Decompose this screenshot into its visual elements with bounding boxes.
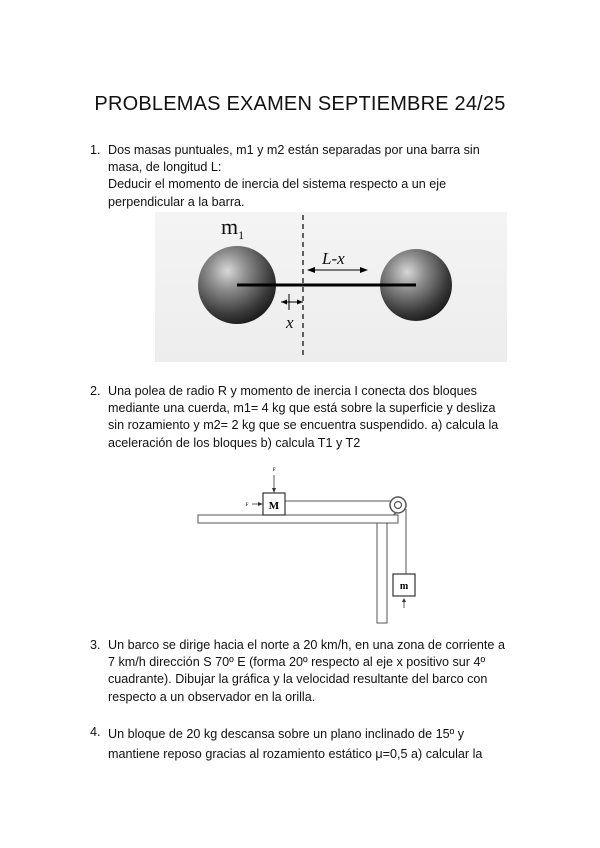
- text-line: aceleración de los bloques b) calcula T1 y T2: [108, 435, 361, 450]
- text-line: Dos masas puntuales, m1 y m2 están separadas por una barra sin: [108, 143, 480, 157]
- problem-text: [108, 724, 528, 764]
- page-title: PROBLEMAS EXAMEN SEPTIEMBRE 24/25: [94, 93, 506, 115]
- mass-1-subscript: 1: [238, 228, 245, 242]
- two-masses-figure: [155, 212, 507, 362]
- force-label-left: F: [245, 502, 249, 508]
- pulley-figure: [188, 458, 428, 628]
- text-line: Una polea de radio R y momento de inercia I conecta dos bloques: [108, 384, 477, 398]
- length-label: L-x: [322, 249, 345, 268]
- text-line: perpendicular a la barra.: [108, 194, 245, 209]
- text-line: cuadrante). Dibujar la gráfica y la velocidad resultante del barco con: [108, 672, 488, 687]
- pulley-hub: [395, 502, 402, 509]
- mass-1-symbol: m: [221, 214, 239, 239]
- figure-background: [188, 458, 428, 628]
- problem-text: [108, 637, 528, 706]
- problem-number: 3.: [90, 638, 101, 652]
- offset-label: x: [286, 313, 294, 332]
- table-top: [198, 515, 398, 523]
- text-line: mediante una cuerda, m1= 4 kg que está sobre la superficie y desliza: [108, 401, 496, 416]
- problem-number: 1.: [90, 143, 101, 157]
- force-label-top: F: [272, 467, 276, 473]
- text-line: 7 km/h dirección S 70º E (forma 20º respecto al eje x positivo sur 4º: [108, 655, 486, 670]
- block-M-label: M: [268, 500, 280, 512]
- problem-text: [108, 142, 528, 211]
- text-line: Deducir el momento de inercia del sistema respecto a un eje: [108, 177, 447, 192]
- block-m-label: m: [399, 581, 409, 592]
- text-line: Un bloque de 20 kg descansa sobre un plano inclinado de 15º y: [108, 727, 465, 741]
- text-line: respecto a un observador en la orilla.: [108, 689, 316, 704]
- text-line: masa, de longitud L:: [108, 160, 222, 175]
- problem-number: 2.: [90, 384, 101, 398]
- text-line: Un barco se dirige hacia el norte a 20 km/h, en una zona de corriente a: [108, 638, 505, 652]
- problem-text: [108, 383, 528, 452]
- text-line: mantiene reposo gracias al rozamiento estático μ=0,5 a) calcular la: [108, 747, 483, 761]
- problem-number: 4.: [90, 725, 101, 739]
- text-line: sin rozamiento y m2= 2 kg que se encuentra suspendido. a) calcula la: [108, 418, 499, 433]
- table-leg: [377, 523, 387, 623]
